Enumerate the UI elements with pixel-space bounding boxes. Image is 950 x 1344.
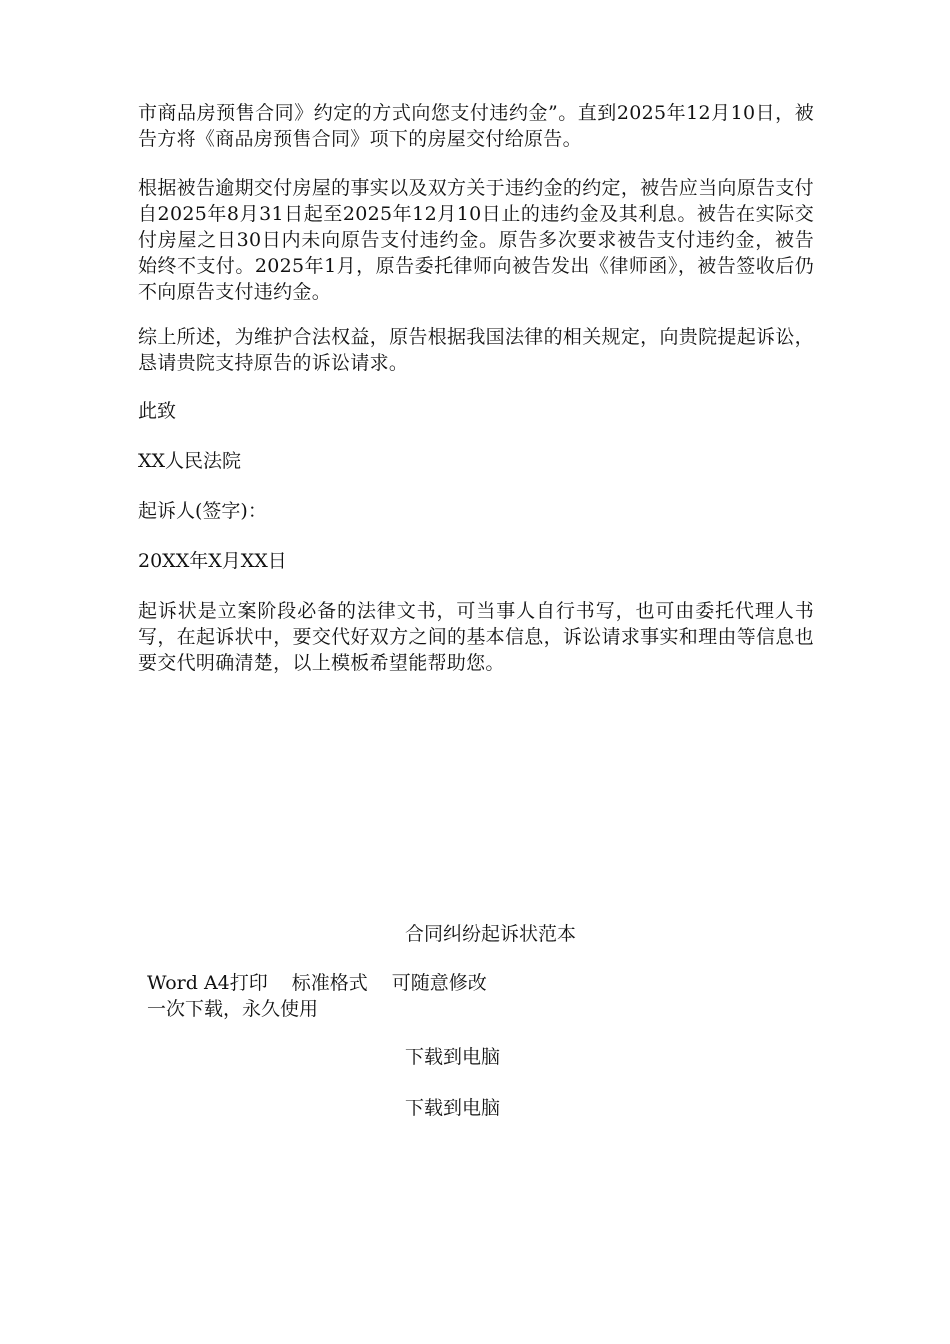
date-line: 20XX年X月XX日 xyxy=(138,550,287,572)
feature-standard-format: 标准格式 xyxy=(291,972,368,994)
explanatory-note: 起诉状是立案阶段必备的法律文书，可当事人自行书写，也可由委托代理人书写，在起诉状中，要交代好双方之间的基本信息，诉讼请求事实和理由等信息也要交代明确清楚，以上模板希望能帮助您。 xyxy=(138,600,814,674)
paragraph-penalty: 根据被告逾期交付房屋的事实以及双方关于违约金的约定，被告应当向原告支付自2025年8月31日起至2025年12月10日止的违约金及其利息。被告在实际交付房屋之日30日内未向原告支付违约金。原告多次要求被告支付违约金，被告始终不支付。2025年1月，原告委托律师向被告发出《律师函》，被告签收后仍不向原告支付违约金。 xyxy=(138,177,814,303)
court-name: XX人民法院 xyxy=(138,450,242,472)
promo-title: 合同纠纷起诉状范本 xyxy=(405,923,577,945)
feature-word-a4: Word A4打印 xyxy=(147,972,268,994)
promo-tagline: 一次下载，永久使用 xyxy=(147,998,319,1020)
download-link-secondary[interactable]: 下载到电脑 xyxy=(405,1097,501,1119)
signature-line: 起诉人(签字)： xyxy=(138,500,267,522)
paragraph-delivery: 市商品房预售合同》约定的方式向您支付违约金”。直到2025年12月10日，被告方将《商品房预售合同》项下的房屋交付给原告。 xyxy=(138,102,814,150)
closing-salutation: 此致 xyxy=(138,400,177,422)
paragraph-conclusion: 综上所述，为维护合法权益，原告根据我国法律的相关规定，向贵院提起诉讼，恳请贵院支持原告的诉讼请求。 xyxy=(138,326,814,374)
download-link-primary[interactable]: 下载到电脑 xyxy=(405,1046,501,1068)
promo-features xyxy=(147,970,487,996)
feature-editable: 可随意修改 xyxy=(391,972,487,994)
